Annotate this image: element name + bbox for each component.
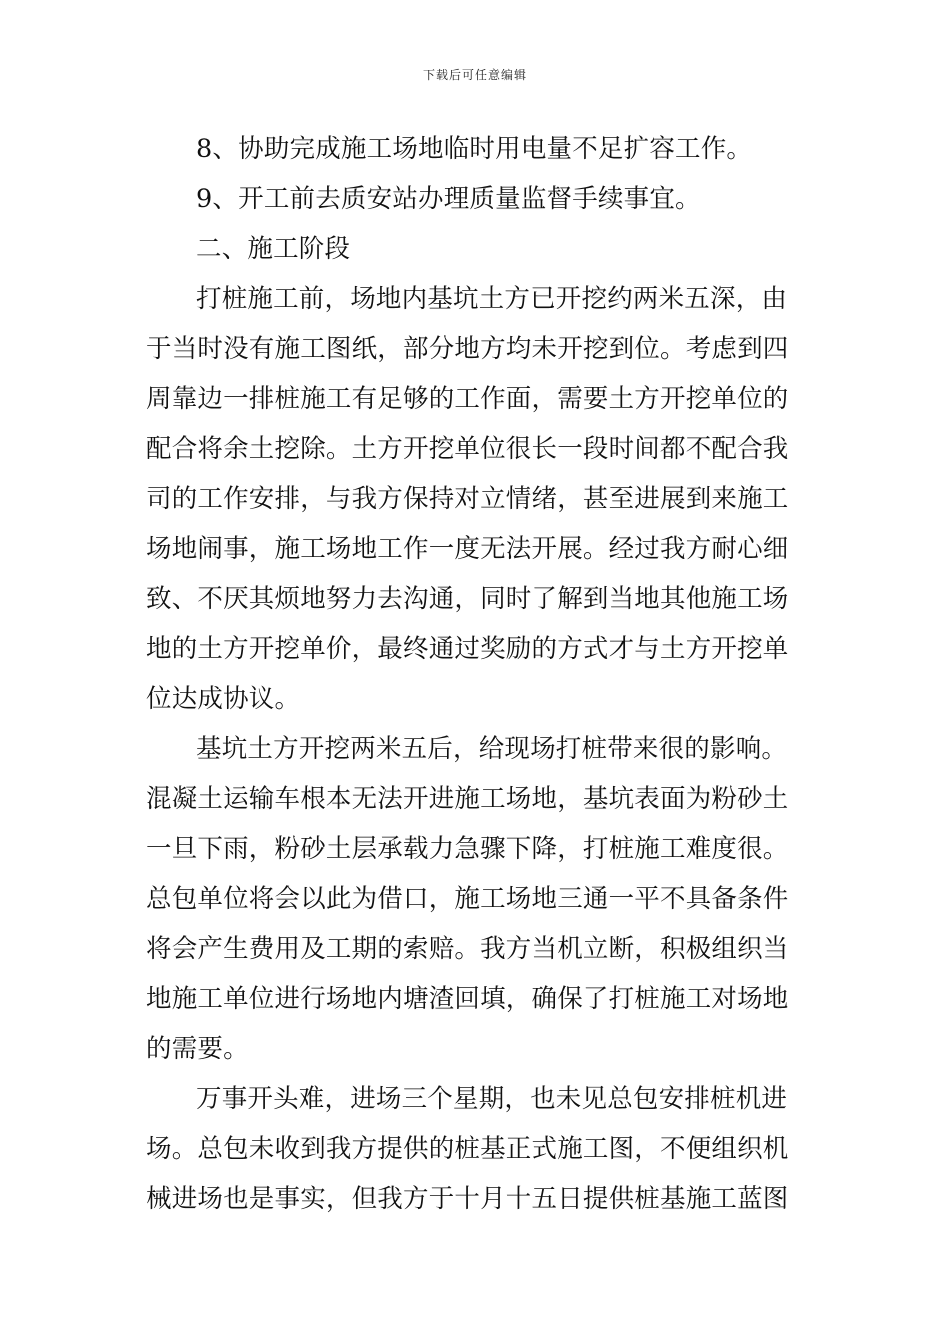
paragraph-line: 致、不厌其烦地努力去沟通，同时了解到当地其他施工场 [146, 584, 789, 614]
paragraph-line: 司的工作安排，与我方保持对立情绪，甚至进展到来施工 [146, 484, 789, 514]
header-note: 下载后可任意编辑 [422, 68, 527, 82]
paragraph-line: 总包单位将会以此为借口，施工场地三通一平不具备条件 [146, 884, 789, 914]
paragraph-line: 场。总包未收到我方提供的桩基正式施工图，不便组织机 [146, 1134, 789, 1164]
paragraph-line: 地施工单位进行场地内塘渣回填，确保了打桩施工对场地 [146, 984, 789, 1014]
paragraph-line: 将会产生费用及工期的索赔。我方当机立断，积极组织当 [146, 934, 789, 964]
paragraph-line: 配合将余土挖除。土方开挖单位很长一段时间都不配合我 [146, 434, 789, 464]
paragraph-line: 地的土方开挖单价，最终通过奖励的方式才与土方开挖单 [146, 634, 789, 664]
paragraph-line: 混凝土运输车根本无法开进施工场地，基坑表面为粉砂土 [146, 784, 789, 814]
paragraph-line: 周靠边一排桩施工有足够的工作面，需要土方开挖单位的 [146, 384, 789, 414]
section-heading: 二、施工阶段 [196, 234, 351, 264]
paragraph-line: 万事开头难，进场三个星期，也未见总包安排桩机进 [196, 1084, 788, 1114]
paragraph-line: 场地闹事，施工场地工作一度无法开展。经过我方耐心细 [146, 534, 789, 564]
paragraph-line: 打桩施工前，场地内基坑土方已开挖约两米五深，由 [196, 284, 788, 314]
list-item-8: 8、协助完成施工场地临时用电量不足扩容工作。 [196, 134, 753, 164]
paragraph-line: 于当时没有施工图纸，部分地方均未开挖到位。考虑到四 [146, 334, 789, 364]
paragraph-line: 基坑土方开挖两米五后，给现场打桩带来很的影响。 [196, 734, 788, 764]
paragraph-line: 一旦下雨，粉砂土层承载力急骤下降，打桩施工难度很。 [146, 834, 789, 864]
paragraph-line: 械进场也是事实，但我方于十月十五日提供桩基施工蓝图 [146, 1184, 789, 1214]
paragraph-line: 位达成协议。 [146, 684, 301, 714]
paragraph-line: 的需要。 [146, 1034, 249, 1064]
list-item-9: 9、开工前去质安站办理质量监督手续事宜。 [196, 184, 701, 214]
